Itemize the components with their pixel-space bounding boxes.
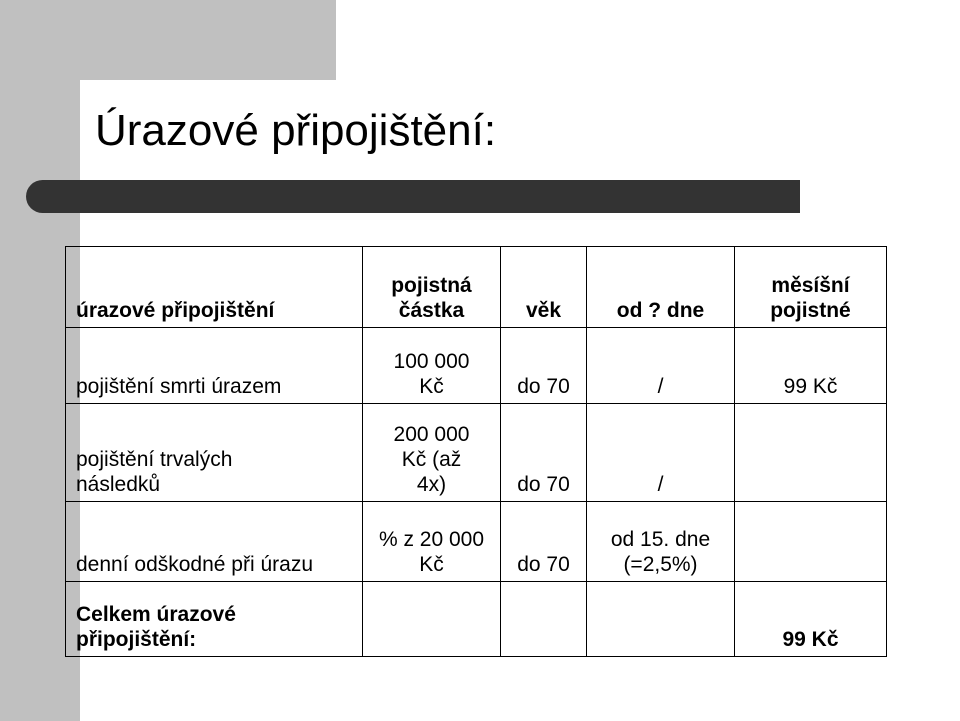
insurance-table xyxy=(65,246,887,657)
cell-name: denní odškodné při úrazu xyxy=(66,502,363,582)
cell-premium: 99 Kč xyxy=(735,328,887,404)
cell-premium xyxy=(735,502,887,582)
table-row xyxy=(66,502,887,582)
header-cell-from-day: od ? dne xyxy=(587,247,735,328)
cell-from-day: / xyxy=(587,404,735,502)
background-top-band xyxy=(0,0,336,80)
total-age-empty xyxy=(501,582,587,657)
table-row xyxy=(66,328,887,404)
table-total-row xyxy=(66,582,887,657)
cell-premium xyxy=(735,404,887,502)
cell-age: do 70 xyxy=(501,404,587,502)
title-underline-bar xyxy=(26,180,800,213)
header-cell-amount: pojistná částka xyxy=(363,247,501,328)
cell-name: pojištění smrti úrazem xyxy=(66,328,363,404)
header-cell-premium: měsíšní pojistné xyxy=(735,247,887,328)
table-row xyxy=(66,404,887,502)
cell-age: do 70 xyxy=(501,502,587,582)
cell-age: do 70 xyxy=(501,328,587,404)
total-amount-empty xyxy=(363,582,501,657)
table-header-row xyxy=(66,247,887,328)
cell-amount: 100 000 Kč xyxy=(363,328,501,404)
slide-title: Úrazové připojištění: xyxy=(95,106,497,155)
total-premium: 99 Kč xyxy=(735,582,887,657)
header-cell-type: úrazové připojištění xyxy=(66,247,363,328)
cell-amount: 200 000 Kč (až 4x) xyxy=(363,404,501,502)
header-cell-age: věk xyxy=(501,247,587,328)
cell-amount: % z 20 000 Kč xyxy=(363,502,501,582)
total-from-day-empty xyxy=(587,582,735,657)
cell-from-day: / xyxy=(587,328,735,404)
total-label: Celkem úrazové připojištění: xyxy=(66,582,363,657)
cell-from-day: od 15. dne (=2,5%) xyxy=(587,502,735,582)
cell-name: pojištění trvalých následků xyxy=(66,404,363,502)
